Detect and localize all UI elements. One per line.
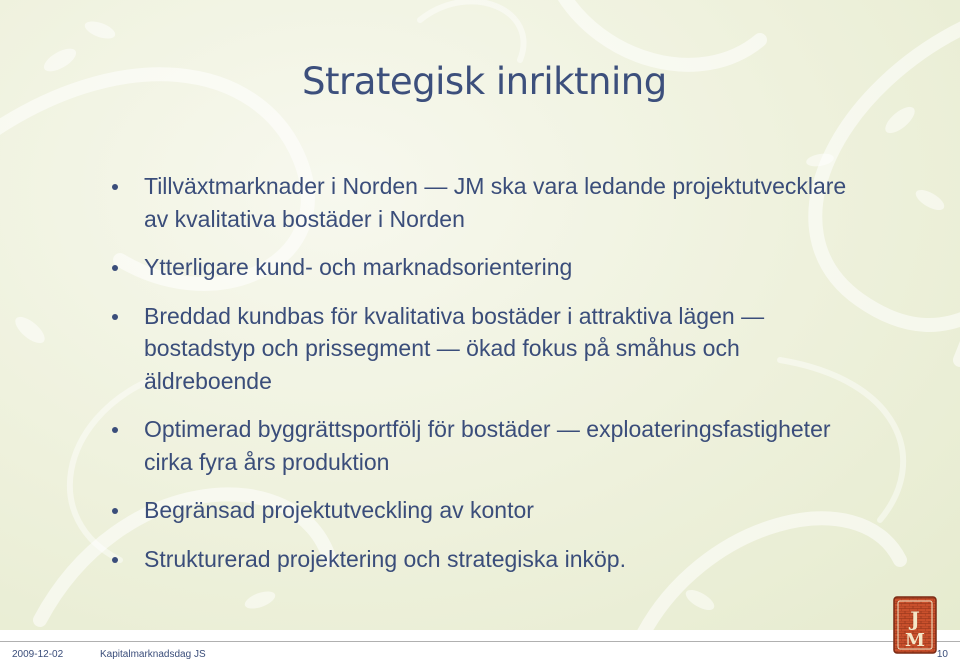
bullet-dot-icon [112, 314, 118, 320]
bullet-text: Strukturerad projektering och strategiska inköp. [144, 545, 626, 572]
footer-event-name: Kapitalmarknadsdag JS [100, 649, 206, 660]
bullet-item [112, 413, 852, 478]
bullet-text: Tillväxtmarknader i Norden — JM ska vara ledande projektutvecklare av kvalitativa bostäder i Norden [144, 173, 847, 232]
bullet-item [112, 494, 852, 527]
bullet-text: Ytterligare kund- och marknadsorientering [144, 254, 573, 280]
jm-logo-icon [893, 596, 937, 654]
slide-title: Strategisk inriktning [302, 60, 667, 103]
bullet-item [112, 300, 852, 398]
bullet-text: Optimerad byggrättsportfölj för bostäder — exploateringsfastigheter cirka fyra års produktion [144, 416, 831, 475]
page-number: 10 [936, 649, 948, 660]
footer-date: 2009-12-02 [12, 649, 64, 660]
bullet-item [112, 543, 852, 576]
bullet-text: Begränsad projektutveckling av kontor [144, 497, 534, 523]
bullet-list [112, 170, 852, 591]
bullet-text: Breddad kundbas för kvalitativa bostäder i attraktiva lägen — bostadstyp och prissegment — ökad fokus på småhus och äldreboende [144, 302, 765, 394]
bullet-dot-icon [112, 265, 118, 271]
bullet-dot-icon [112, 184, 118, 190]
bullet-dot-icon [112, 557, 118, 563]
svg-text:J: J [910, 607, 920, 631]
svg-text:M: M [905, 630, 925, 651]
bullet-item [112, 251, 852, 284]
bullet-dot-icon [112, 427, 118, 433]
bullet-dot-icon [112, 508, 118, 514]
footer-divider [0, 641, 960, 642]
slide-footer [0, 630, 960, 664]
bullet-item [112, 170, 852, 235]
